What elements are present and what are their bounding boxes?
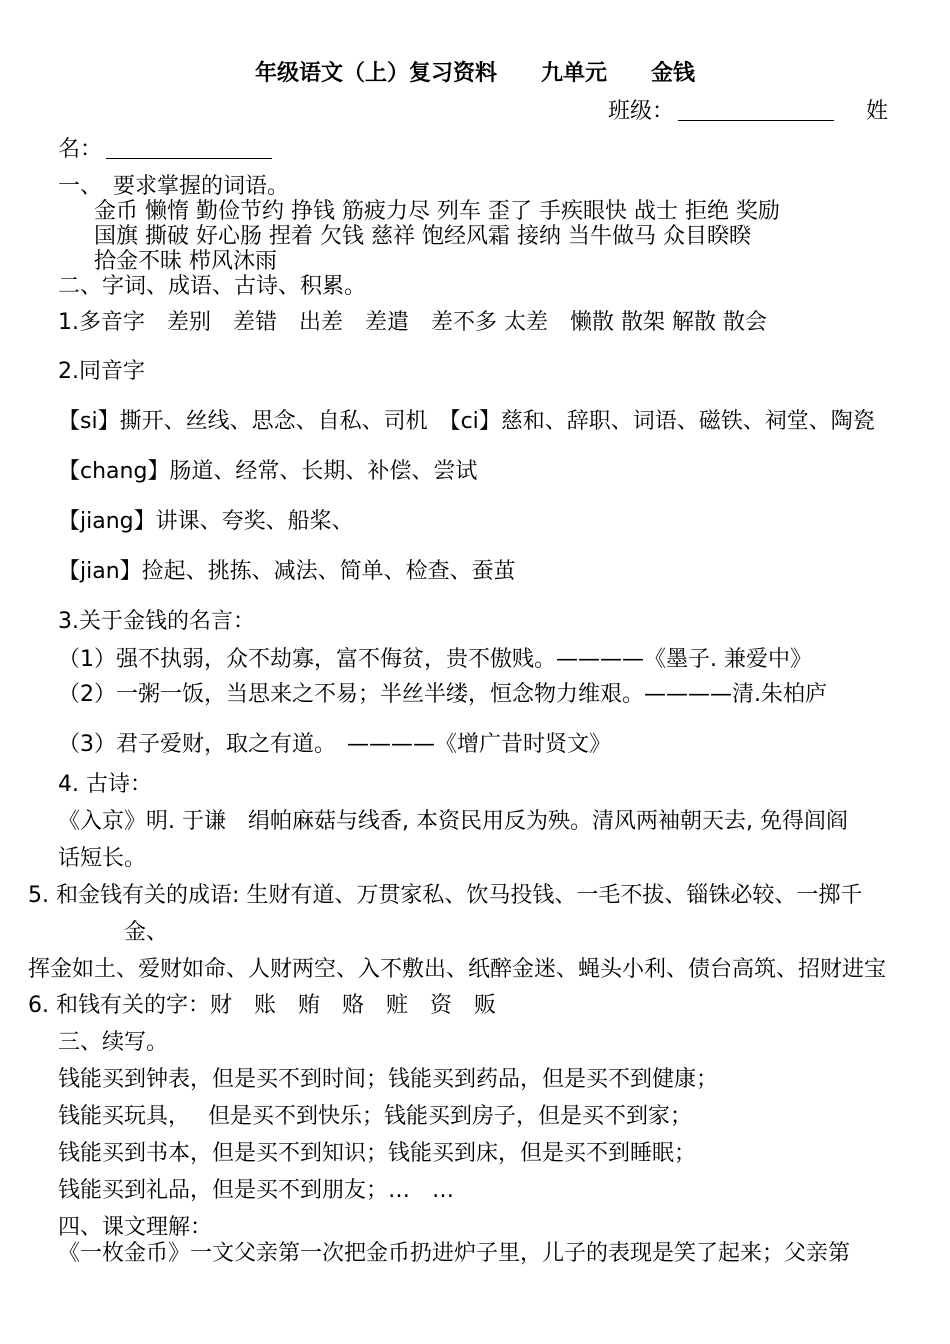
section-3-heading: 三、续写。 [58,1030,169,1055]
homophone-title: 2.同音字 [58,359,145,384]
homophone-jian: 【jian】捡起、挑拣、减法、简单、检查、蚕茧 [58,559,516,584]
quote-2: （2）一粥一饭，当思来之不易；半丝半缕，恒念物力维艰。————清.朱柏庐 [58,682,827,707]
section-4-heading: 四、课文理解： [58,1215,213,1240]
quotes-title: 3.关于金钱的名言： [58,609,255,634]
idioms-line-2: 金、 [124,920,169,945]
homophone-si-ci: 【si】撕开、丝线、思念、自私、司机 【ci】慈和、辞职、词语、磁铁、祠堂、陶瓷 [58,409,875,434]
vocab-line-2: 国旗 撕破 好心肠 捏着 欠钱 慈祥 饱经风霜 接纳 当牛做马 众目睽睽 [94,224,751,249]
name-field-label-part1: 姓 [866,99,889,124]
continuation-line-1: 钱能买到钟表，但是买不到时间；钱能买到药品，但是买不到健康； [58,1067,719,1092]
continuation-line-3: 钱能买到书本，但是买不到知识；钱能买到床，但是买不到睡眠； [58,1141,697,1166]
homophone-chang: 【chang】肠道、经常、长期、补偿、尝试 [58,459,478,484]
quote-3: （3）君子爱财，取之有道。 ————《增广昔时贤文》 [58,732,611,757]
homophone-jiang: 【jiang】讲课、夸奖、船桨、 [58,509,354,534]
name-blank-line[interactable] [106,136,272,159]
document-title: 年级语文（上）复习资料 九单元 金钱 [255,61,696,86]
section-2-heading: 二、字词、成语、古诗、积累。 [58,274,367,299]
continuation-line-2: 钱能买玩具， 但是买不到快乐；钱能买到房子，但是买不到家； [58,1104,692,1129]
polyphone-line: 1.多音字 差别 差错 出差 差遣 差不多 太差 懒散 散架 解散 散会 [58,310,767,335]
money-characters-line: 6. 和钱有关的字：财 账 贿 赂 赃 资 贩 [28,993,496,1018]
continuation-line-4: 钱能买到礼品，但是买不到朋友；… … [58,1178,455,1203]
idioms-line-3: 挥金如土、爱财如命、人财两空、入不敷出、纸醉金迷、蝇头小利、债台高筑、招财进宝 [28,957,887,982]
vocab-line-1: 金币 懒惰 勤俭节约 挣钱 筋疲力尽 列车 歪了 手疾眼快 战士 拒绝 奖励 [94,199,780,224]
name-field-label-part2: 名： [58,137,103,162]
poem-line-1: 《入京》明. 于谦 绢帕麻菇与线香, 本资民用反为殃。清风两袖朝天去, 免得闾阎 [58,809,848,834]
quote-1: （1）强不执弱，众不劫寡，富不侮贫，贵不傲贱。————《墨子. 兼爱中》 [58,647,812,672]
poem-title: 4. 古诗： [58,772,152,797]
idioms-line-1: 5. 和金钱有关的成语: 生财有道、万贯家私、饮马投钱、一毛不拔、锱铢必较、一掷千 [28,883,863,908]
vocab-line-3: 拾金不昧 栉风沐雨 [94,249,277,274]
poem-line-2: 话短长。 [58,846,147,871]
class-blank-line[interactable] [678,98,834,121]
class-field-label: 班级： [608,99,675,124]
text-understanding-line-1: 《一枚金币》一文父亲第一次把金币扔进炉子里，儿子的表现是笑了起来；父亲第 [58,1241,851,1266]
section-1-heading: 一、 要求掌握的词语。 [58,174,290,199]
